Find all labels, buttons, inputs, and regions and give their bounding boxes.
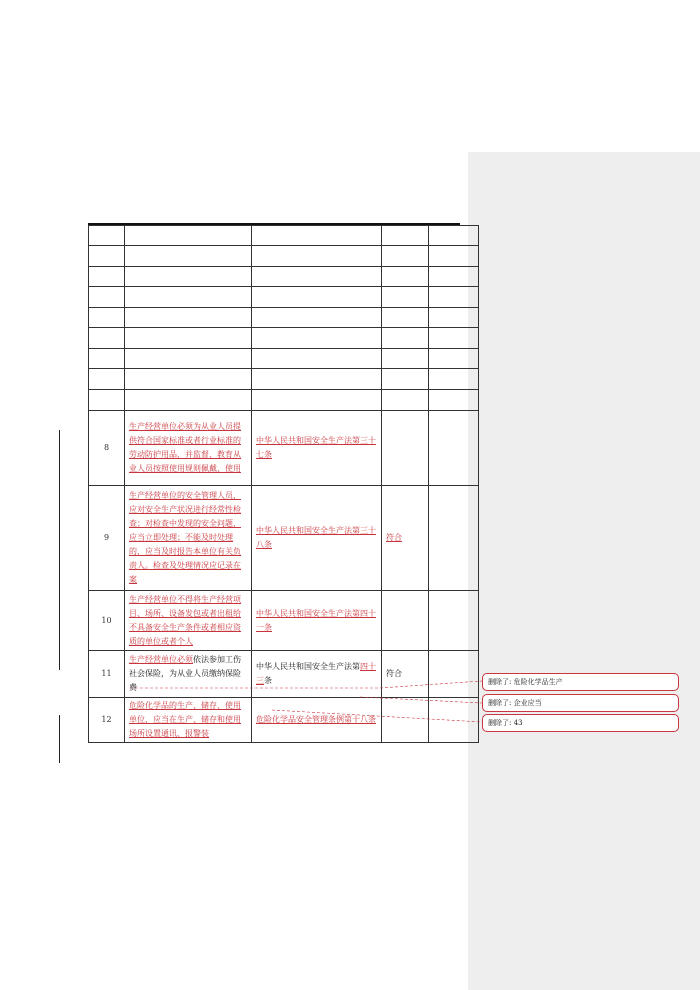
requirement-text: 危险化学品的生产、储存、使用单位，应当在生产、储存和使用场所设置通讯、报警装	[129, 701, 241, 738]
result-cell	[382, 698, 429, 743]
table-row	[89, 698, 479, 743]
result-value: 符合	[382, 651, 429, 698]
result-cell	[382, 411, 429, 486]
table-row	[89, 651, 479, 698]
row-number: 10	[89, 591, 125, 651]
comment-balloon[interactable]	[482, 694, 679, 712]
row-number: 11	[89, 651, 125, 698]
table-row	[89, 349, 479, 369]
result-cell	[382, 591, 429, 651]
row-number: 12	[89, 698, 125, 743]
legal-basis: 中华人民共和国安全生产法第三十七条	[256, 436, 376, 459]
requirement-text: 依法参加工伤社会保险，为从业人员缴纳保险费	[129, 655, 241, 692]
legal-basis-suffix: 条	[264, 676, 272, 685]
table-row	[89, 591, 479, 651]
requirement-text: 生产经营单位的安全管理人员，应对安全生产状况进行经常性检查；对检查中发现的安全问题，应当立即处理；不能及时处理的，应当及时报告本单位有关负责人。检查及处理情况应记录在案	[129, 491, 241, 584]
table-row	[89, 328, 479, 349]
legal-basis: 中华人民共和国安全生产法第三十八条	[256, 526, 376, 549]
row-number: 8	[89, 411, 125, 486]
comment-label: 删除了:	[488, 678, 512, 686]
comment-text: 危险化学品生产	[513, 678, 563, 686]
table-row	[89, 411, 479, 486]
requirement-text: 生产经营单位必须为从业人员提供符合国家标准或者行业标准的劳动防护用品，并监督、教育从业人员按照使用规则佩戴、使用	[129, 422, 241, 473]
legal-basis: 中华人民共和国安全生产法第	[256, 662, 360, 671]
row-number: 9	[89, 486, 125, 591]
legal-basis: 危险化学品安全管理条例第十八条	[256, 715, 376, 724]
change-bar	[59, 715, 60, 763]
comment-balloon[interactable]	[482, 714, 679, 732]
result-value: 符合	[386, 533, 402, 542]
table-row	[89, 267, 479, 287]
change-bar	[59, 430, 60, 670]
requirement-text: 生产经营单位不得将生产经营项目、场所、设备发包或者出租给不具备安全生产条件或者相应资质的单位或者个人	[129, 594, 241, 646]
table-row	[89, 369, 479, 390]
table-row	[89, 390, 479, 411]
table-row	[89, 287, 479, 308]
comment-text: 43	[513, 719, 523, 727]
inserted-text: 四十三	[256, 662, 376, 685]
inserted-text: 生产经营单位必须	[129, 655, 193, 664]
comment-text: 企业应当	[513, 699, 542, 707]
inspection-table	[88, 225, 479, 743]
comment-balloon[interactable]	[482, 673, 679, 691]
table-row	[89, 226, 479, 246]
comment-label: 删除了:	[488, 719, 512, 727]
legal-basis: 中华人民共和国安全生产法第四十一条	[256, 608, 376, 632]
comment-label: 删除了:	[488, 699, 512, 707]
table-row	[89, 308, 479, 328]
comment-pane	[468, 152, 700, 990]
table-row	[89, 246, 479, 267]
table-row	[89, 486, 479, 591]
